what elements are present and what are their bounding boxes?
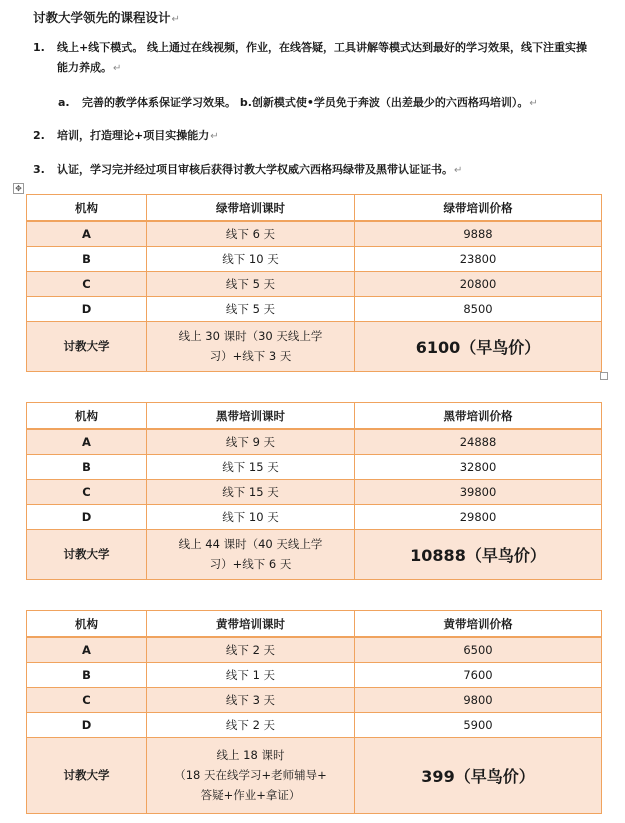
- list-number: 1.: [33, 41, 45, 54]
- price-cell: 23800: [355, 246, 602, 271]
- hours-cell: [147, 529, 355, 579]
- org-cell: 讨教大学: [27, 737, 147, 813]
- list-text: 认证，学习完并经过项目审核后获得讨教大学权威六西格玛绿带及黑带认证证书。↵: [57, 163, 463, 176]
- hours-line: 线上 30 课时（30 天线上学: [178, 329, 323, 343]
- black-belt-table: [26, 402, 602, 580]
- table-header-row: [27, 195, 602, 222]
- org-cell: D: [27, 296, 147, 321]
- column-header: 机构: [27, 403, 147, 430]
- column-header: 绿带培训课时: [147, 195, 355, 222]
- org-cell: 讨教大学: [27, 321, 147, 371]
- price-cell: 6500: [355, 637, 602, 662]
- table-row: [27, 454, 602, 479]
- price-cell: 32800: [355, 454, 602, 479]
- hours-cell: [147, 737, 355, 813]
- table-header-row: [27, 403, 602, 430]
- price-cell: 5900: [355, 712, 602, 737]
- hours-cell: 线下 15 天: [147, 454, 355, 479]
- price-cell: 39800: [355, 479, 602, 504]
- org-cell: D: [27, 712, 147, 737]
- list-text: 培训，打造理论+项目实操能力↵: [57, 129, 219, 142]
- early-bird-price-cell: 399（早鸟价）: [355, 737, 602, 813]
- highlight-row: [27, 737, 602, 813]
- column-header: 黄带培训价格: [355, 611, 602, 638]
- price-cell: 7600: [355, 662, 602, 687]
- table-row: [27, 479, 602, 504]
- hours-line: 线上 44 课时（40 天线上学: [178, 537, 323, 551]
- column-header: 黑带培训课时: [147, 403, 355, 430]
- org-cell: B: [27, 662, 147, 687]
- org-cell: A: [27, 221, 147, 246]
- yellow-belt-table: [26, 610, 602, 814]
- highlight-row: [27, 529, 602, 579]
- price-cell: 9800: [355, 687, 602, 712]
- early-bird-price-cell: 6100（早鸟价）: [355, 321, 602, 371]
- hours-cell: 线下 9 天: [147, 429, 355, 454]
- table-resize-handle[interactable]: [600, 372, 608, 380]
- table-row: [27, 271, 602, 296]
- column-header: 黑带培训价格: [355, 403, 602, 430]
- price-cell: 29800: [355, 504, 602, 529]
- hours-cell: 线下 6 天: [147, 221, 355, 246]
- org-cell: B: [27, 454, 147, 479]
- table-row: [27, 221, 602, 246]
- hours-cell: 线下 2 天: [147, 637, 355, 662]
- page-title: [33, 8, 180, 26]
- early-bird-price-cell: 10888（早鸟价）: [355, 529, 602, 579]
- hours-line: 线上 18 课时: [216, 748, 285, 762]
- list-number: a.: [58, 96, 70, 109]
- hours-cell: 线下 5 天: [147, 271, 355, 296]
- column-header: 机构: [27, 611, 147, 638]
- list-text: 完善的教学体系保证学习效果。 b.创新模式使•学员免于奔波（出差最少的六西格玛培训）。↵: [82, 96, 538, 109]
- price-cell: 8500: [355, 296, 602, 321]
- org-cell: 讨教大学: [27, 529, 147, 579]
- hours-cell: 线下 2 天: [147, 712, 355, 737]
- table-row: [27, 712, 602, 737]
- hours-cell: 线下 15 天: [147, 479, 355, 504]
- table-row: [27, 504, 602, 529]
- list-number: 2.: [33, 129, 45, 142]
- column-header: 机构: [27, 195, 147, 222]
- highlight-row: [27, 321, 602, 371]
- org-cell: A: [27, 637, 147, 662]
- org-cell: C: [27, 479, 147, 504]
- table-row: [27, 662, 602, 687]
- hours-cell: [147, 321, 355, 371]
- column-header: 绿带培训价格: [355, 195, 602, 222]
- hours-cell: 线下 10 天: [147, 246, 355, 271]
- table-row: [27, 429, 602, 454]
- hours-line: （18 天在线学习+老师辅导+: [174, 768, 327, 782]
- hours-line: 答疑+作业+拿证）: [200, 788, 301, 802]
- org-cell: B: [27, 246, 147, 271]
- price-cell: 20800: [355, 271, 602, 296]
- paragraph-mark: ↵: [171, 14, 180, 25]
- hours-cell: 线下 3 天: [147, 687, 355, 712]
- hours-line: 习）+线下 3 天: [209, 349, 292, 363]
- list-number: 3.: [33, 163, 45, 176]
- org-cell: C: [27, 687, 147, 712]
- price-cell: 9888: [355, 221, 602, 246]
- table-row: [27, 687, 602, 712]
- table-header-row: [27, 611, 602, 638]
- table-row: [27, 246, 602, 271]
- hours-cell: 线下 10 天: [147, 504, 355, 529]
- org-cell: D: [27, 504, 147, 529]
- hours-line: 习）+线下 6 天: [209, 557, 292, 571]
- column-header: 黄带培训课时: [147, 611, 355, 638]
- table-row: [27, 296, 602, 321]
- org-cell: A: [27, 429, 147, 454]
- price-cell: 24888: [355, 429, 602, 454]
- move-anchor-icon[interactable]: ✥: [13, 183, 24, 194]
- hours-cell: 线下 1 天: [147, 662, 355, 687]
- table-row: [27, 637, 602, 662]
- hours-cell: 线下 5 天: [147, 296, 355, 321]
- page-title-text: 讨教大学领先的课程设计: [33, 10, 171, 25]
- org-cell: C: [27, 271, 147, 296]
- green-belt-table: [26, 194, 602, 372]
- list-text: 线上+线下模式。 线上通过在线视频，作业，在线答疑，工具讲解等模式达到最好的学习效果，线下注重实操能力养成。↵: [57, 41, 588, 74]
